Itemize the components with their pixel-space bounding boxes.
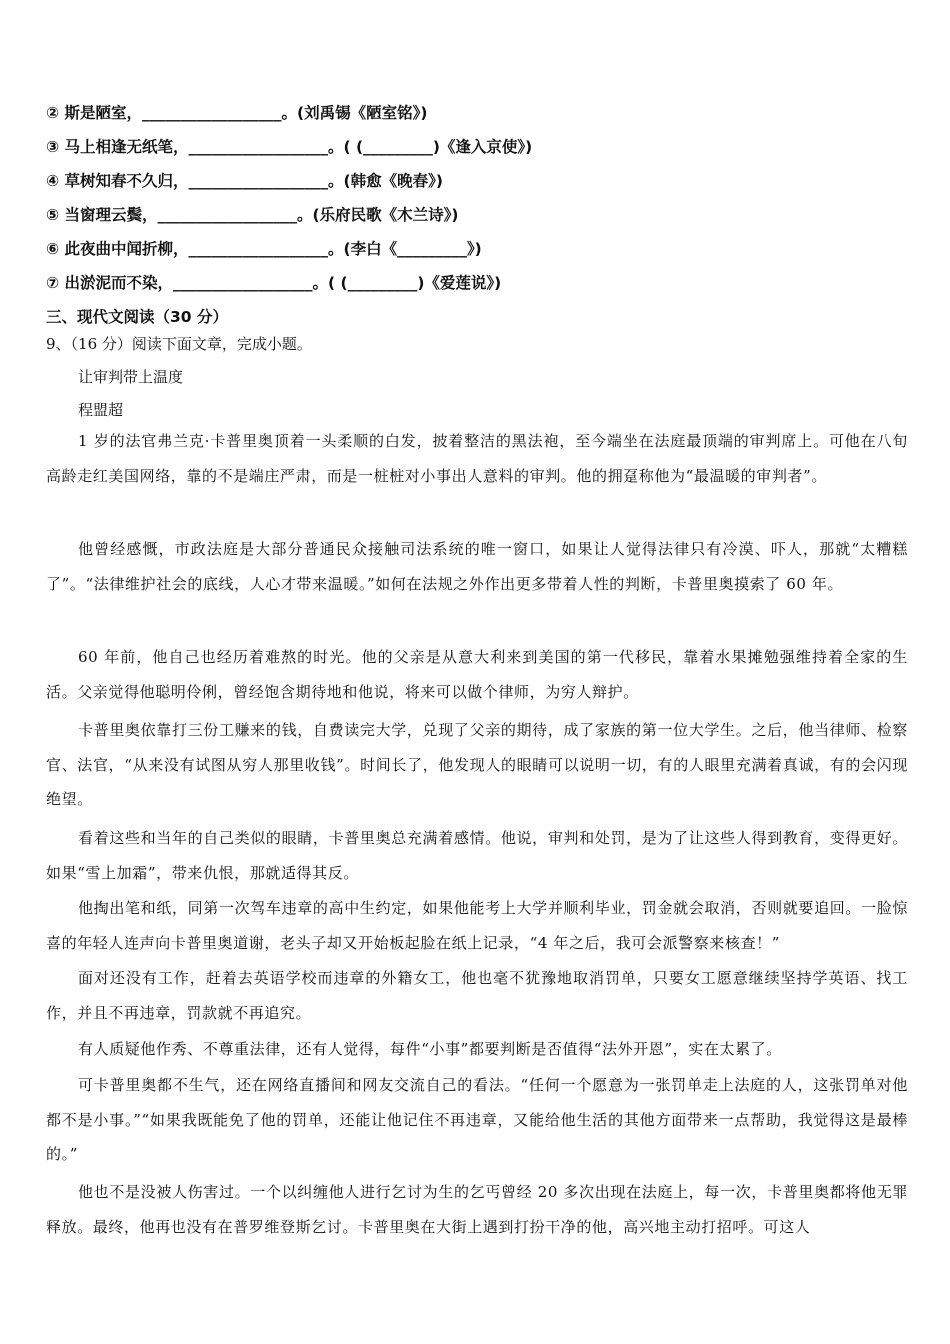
question-intro: 9、（16 分）阅读下面文章，完成小题。	[46, 335, 312, 353]
article-paragraph: 卡普里奥依靠打三份工赚来的钱，自费读完大学，兑现了父亲的期待，成了家族的第一位大学生。之后，他当律师、检察官、法官，“从来没有试图从穷人那里收钱”。时间长了，他发现人的眼睛可以说明一切，有的人眼里充满着真诚，有的会闪现绝望。	[46, 721, 908, 809]
article-paragraph: 他曾经感慨，市政法庭是大部分普通民众接触司法系统的唯一窗口，如果让人觉得法律只有冷漠、吓人，那就“太糟糕了”。“法律维护社会的底线，人心才带来温暖。”如何在法规之外作出更多带着人性的判断，卡普里奥摸索了 60 年。	[46, 540, 908, 593]
article-paragraph: 看着这些和当年的自己类似的眼睛，卡普里奥总充满着感情。他说，审判和处罚，是为了让这些人得到教育，变得更好。如果“雪上加霜”，带来仇恨，那就适得其反。	[46, 829, 908, 882]
article-title: 让审判带上温度	[78, 368, 184, 386]
article-paragraph: 1 岁的法官弗兰克·卡普里奥顶着一头柔顺的白发，披着整洁的黑法袍，至今端坐在法庭最顶端的审判席上。可他在八旬高龄走红美国网络，靠的不是端庄严肃，而是一桩桩对小事出人意料的审判。他的拥趸称他为“最温暖的审判者”。	[46, 432, 908, 485]
poem-line-4: ④ 草树知春不久归，__________________。(韩愈《晚春》)	[46, 172, 443, 190]
section-title: 三、现代文阅读（30 分）	[46, 308, 228, 326]
article-author: 程盟超	[78, 401, 124, 419]
article-paragraph: 可卡普里奥都不生气，还在网络直播间和网友交流自己的看法。“任何一个愿意为一张罚单走上法庭的人，这张罚单对他都不是小事。”“如果我既能免了他的罚单，还能让他记住不再违章，又能给他生活的其他方面带来一点帮助，我觉得这是最棒的。”	[46, 1076, 908, 1164]
poem-line-2: ② 斯是陋室，__________________。(刘禹锡《陋室铭》)	[46, 104, 428, 122]
poem-line-7: ⑦ 出淤泥而不染，__________________。( (_________)《爱莲说》)	[46, 274, 502, 292]
article-paragraph: 面对还没有工作，赶着去英语学校而违章的外籍女工，他也毫不犹豫地取消罚单，只要女工愿意继续坚持学英语、找工作，并且不再违章，罚款就不再追究。	[46, 969, 908, 1022]
poem-line-6: ⑥ 此夜曲中闻折柳，__________________。(李白《_________》)	[46, 240, 482, 258]
article-paragraph: 有人质疑他作秀、不尊重法律，还有人觉得，每件“小事”都要判断是否值得“法外开恩”，实在太累了。	[78, 1040, 782, 1058]
article-paragraph: 他也不是没被人伤害过。一个以纠缠他人进行乞讨为生的乞丐曾经 20 多次出现在法庭上，每一次，卡普里奥都将他无罪释放。最终，他再也没有在普罗维登斯乞讨。卡普里奥在大街上遇到打扮干净的他，高兴地主动打招呼。可这人	[46, 1183, 908, 1236]
poem-line-3: ③ 马上相逢无纸笔，__________________。( (_________)《逢入京使》)	[46, 138, 533, 156]
article-paragraph: 60 年前，他自己也经历着难熬的时光。他的父亲是从意大利来到美国的第一代移民，靠着水果摊勉强维持着全家的生活。父亲觉得他聪明伶俐，曾经饱含期待地和他说，将来可以做个律师，为穷人辩护。	[46, 648, 908, 701]
article-paragraph: 他掏出笔和纸，同第一次驾车违章的高中生约定，如果他能考上大学并顺利毕业，罚金就会取消，否则就要追回。一脸惊喜的年轻人连声向卡普里奥道谢，老头子却又开始板起脸在纸上记录，“4 年之后，我可会派警察来核查！”	[46, 899, 908, 952]
poem-line-5: ⑤ 当窗理云鬓，__________________。(乐府民歌《木兰诗》)	[46, 206, 459, 224]
